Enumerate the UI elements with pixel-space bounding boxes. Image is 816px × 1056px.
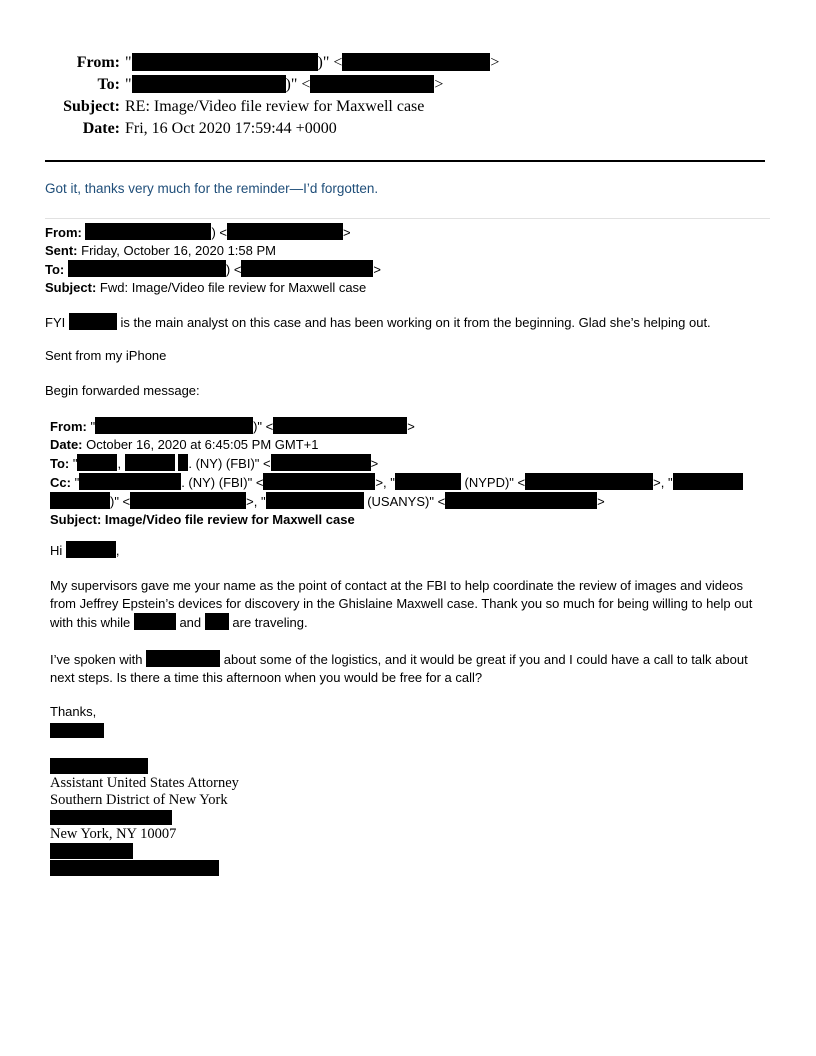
redaction (266, 492, 364, 509)
redaction (445, 492, 597, 509)
fwd2-cc-fbi: . (NY) (FBI)" < (181, 475, 264, 490)
redaction (673, 473, 743, 490)
redaction (125, 454, 175, 471)
redaction (50, 860, 219, 876)
para2-text: about some of the logistics, and it would be great if you and I could have a call to talk about next steps. Is there a time this afternoon when you would be free for a call? (50, 652, 748, 685)
fwd1-from-row: From: ) < > (45, 225, 351, 240)
redaction (273, 417, 407, 434)
fwd1-sent-row (45, 242, 381, 260)
header-date-label: Date: (82, 120, 120, 137)
header-divider (45, 160, 765, 162)
redaction (132, 75, 286, 93)
redaction (146, 650, 220, 667)
fwd1-subject: Fwd: Image/Video file review for Maxwell case (99, 280, 367, 295)
para1-end: are traveling. (232, 615, 308, 630)
redaction (205, 613, 229, 630)
fwd1-subject-label: Subject: (45, 280, 97, 295)
redaction (50, 810, 172, 825)
fwd1-fyi (45, 313, 711, 332)
fwd2-subject: Image/Video file review for Maxwell case (104, 512, 355, 527)
fyi-text: is the main analyst on this case and has been working on it from the beginning. Glad she’s helping out. (120, 315, 711, 330)
body-paragraph-1 (50, 577, 770, 632)
header-from-label: From: (76, 54, 120, 71)
redaction (68, 260, 226, 277)
fwd2-cc-usanys: (USANYS)" < (367, 494, 446, 509)
redaction (130, 492, 246, 509)
signature-title: Assistant United States Attorney (50, 775, 239, 791)
thanks: Thanks, (50, 704, 97, 719)
greeting-text: Hi (50, 543, 63, 558)
fwd2-to-suffix: . (NY) (FBI)" < (188, 456, 271, 471)
fwd1-to-row: To: ) < > (45, 262, 382, 277)
fwd2-from-row: From: " )" < > (50, 419, 415, 434)
fwd2-cc-label: Cc: (50, 475, 71, 490)
header-from-row: From: " )" < > (0, 52, 499, 74)
redaction (134, 613, 176, 630)
signature-city: New York, NY 10007 (50, 826, 177, 842)
redaction (66, 541, 116, 558)
fwd1-header (45, 223, 381, 297)
header-subject-label: Subject: (63, 98, 120, 115)
fwd2-cc-row: Cc: " . (NY) (FBI)" < >, " (NYPD)" < >, " (50, 473, 743, 492)
fwd2-cc-row-2: )" < >, " (USANYS)" < > (50, 492, 743, 511)
fwd1-from-label: From: (45, 225, 82, 240)
header-date: Fri, 16 Oct 2020 17:59:44 +0000 (125, 120, 337, 137)
body-paragraph-2 (50, 650, 770, 687)
sent-from-iphone: Sent from my iPhone (45, 348, 167, 363)
redaction (310, 75, 434, 93)
redaction (50, 723, 104, 738)
redaction (50, 758, 148, 774)
redaction (227, 223, 343, 240)
redaction (77, 454, 117, 471)
greeting: Hi , (50, 543, 120, 558)
redaction (50, 492, 110, 509)
fwd2-date-label: Date: (50, 437, 83, 452)
fwd2-to-row: To: " , . (NY) (FBI)" < > (50, 456, 379, 471)
redaction (95, 417, 253, 434)
header-to-label: To: (97, 76, 120, 93)
fwd2-from-label: From: (50, 419, 87, 434)
redaction (525, 473, 653, 490)
fyi-prefix: FYI (45, 315, 66, 330)
para1-text: My supervisors gave me your name as the point of contact at the FBI to help coordinate the review of images and videos from Jeffrey Epstein’s devices for discovery in the Ghislaine Maxwell case. Thank you so much for being willing to help out with this while (50, 578, 753, 630)
header-date-row (0, 118, 499, 140)
fwd2-subject-row (50, 511, 743, 529)
redaction (271, 454, 371, 471)
redaction (342, 53, 490, 71)
redaction (69, 313, 117, 330)
header-subject-row (0, 96, 499, 118)
redaction (263, 473, 375, 490)
fwd1-sent-label: Sent: (45, 243, 78, 258)
redaction (85, 223, 211, 240)
fwd2-date-row (50, 436, 743, 454)
begin-forwarded: Begin forwarded message: (45, 383, 200, 398)
redaction (50, 843, 133, 859)
reply-text: Got it, thanks very much for the reminder—I’d forgotten. (45, 181, 379, 196)
redaction (79, 473, 181, 490)
fwd2-date: October 16, 2020 at 6:45:05 PM GMT+1 (86, 437, 319, 452)
redaction (178, 454, 188, 471)
signature-office: Southern District of New York (50, 792, 228, 808)
redaction (241, 260, 373, 277)
reply-divider (45, 218, 770, 219)
para2-start: I’ve spoken with (50, 652, 143, 667)
fwd1-to-label: To: (45, 262, 65, 277)
fwd2-subject-label: Subject: (50, 512, 102, 527)
fwd2-to-label: To: (50, 456, 70, 471)
header-to-row: To: " )" < > (0, 74, 499, 96)
header-subject: RE: Image/Video file review for Maxwell case (125, 98, 425, 115)
fwd1-sent: Friday, October 16, 2020 1:58 PM (81, 243, 276, 258)
email-header (0, 52, 499, 140)
redaction (132, 53, 318, 71)
redaction (395, 473, 461, 490)
para1-and: and (179, 615, 202, 630)
fwd2-header (50, 417, 743, 529)
fwd1-subject-row (45, 279, 381, 297)
fwd2-cc-nypd: (NYPD)" < (464, 475, 526, 490)
